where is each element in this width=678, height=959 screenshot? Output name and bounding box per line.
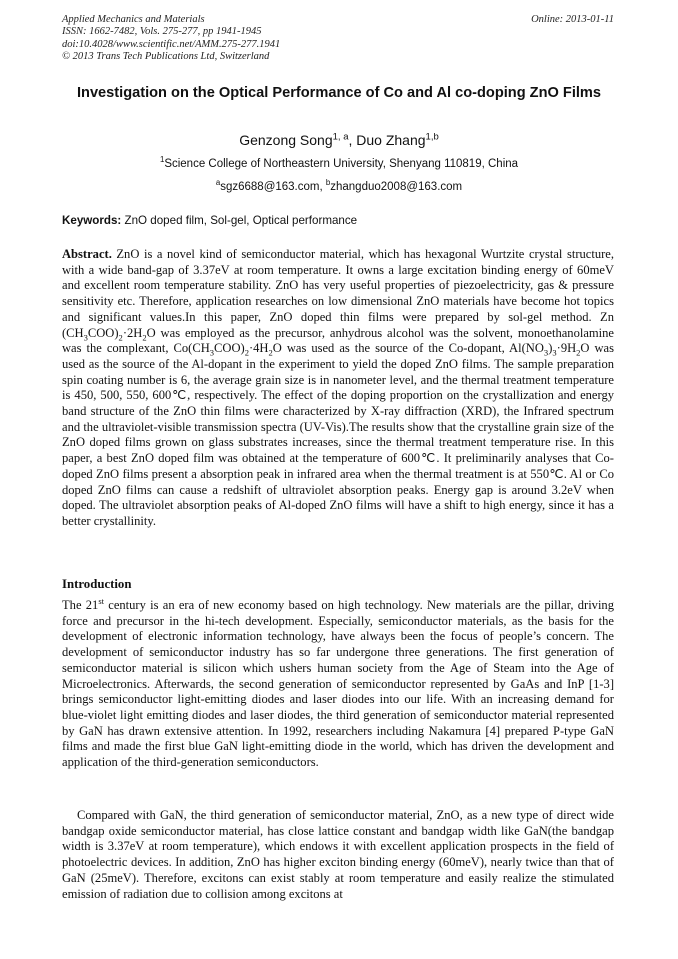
subscript: 3 [209, 347, 215, 358]
introduction-paragraph-2: Compared with GaN, the third generation of semiconductor material, ZnO, as a new type of direct wide bandgap oxide semiconductor material, has close lattice constant and bandgap width like GaN(the bandgap width is 3.37eV at room temperature), which endows it with excellent application prospects in the field of photoelectric devices. In addition, ZnO has higher exciton binding energy (60meV), nearly twice than that of GaN (25meV). Therefore, excitons can exist stably at room temperature and easily realize the stimulated emission of radiation due to collision among excitons at [62, 808, 614, 901]
abstract-text-4: O was employed as the precursor, anhydrous alcohol was the solvent, monoethanolamine was the complexant, Co(CH [62, 325, 614, 356]
email-line [0, 180, 678, 194]
online-date: Online: 2013-01-11 [531, 14, 614, 25]
affiliation-mark: 1 [159, 155, 165, 165]
affiliation-text: Science College of Northeastern University, Shenyang 110819, China [164, 158, 519, 170]
subscript: 3 [543, 347, 549, 358]
abstract-text-2: COO) [87, 325, 119, 340]
abstract-label: Abstract. [62, 247, 112, 261]
subscript: 2 [576, 347, 581, 358]
running-header [62, 14, 614, 64]
subscript: 2 [268, 347, 273, 358]
abstract-text-10: O was used as the source of the Al-dopant in the experiment to yield the doped ZnO films. The sample preparation spin coating number is 6, the average grain size is in nanometer level, and the thermal treatment temperature is 450, 500, 550, 600℃, respectively. The effect of the doping proportion on the crystallization and energy band structure of the ZnO thin films were characterized by X-ray diffraction (XRD), the Infrared spectrum and the ultraviolet-visible transmission spectra (UV-Vis).The results show that the crystalline grain size of the ZnO doped films grown on glass substrates increases, since the thermal treatment temperature rise. In this paper, a best ZnO doped film was obtained at the temperature of 600℃. It preliminarily analyses that Co-doped ZnO films present a absorption peak in infrared area when the thermal treatment is at 550℃. Al or Co doped ZnO films can cause a redshift of ultraviolet absorption peaks. Energy gap is around 3.2eV when doped. The ultraviolet absorption peaks of Al-doped ZnO films will have a shift to high energy, since it has a better crystallinity. [62, 341, 614, 528]
subscript: 3 [83, 332, 88, 343]
author-1-affil-mark: 1, a [332, 131, 349, 143]
paper-title: Investigation on the Optical Performance of Co and Al co-doping ZnO Films [76, 85, 602, 101]
issn-line: ISSN: 1662-7482, Vols. 275-277, pp 1941-1945 [62, 26, 262, 38]
introduction-paragraph-1 [62, 595, 614, 771]
section-heading-introduction: Introduction [62, 577, 132, 591]
author-separator: , [348, 132, 357, 148]
subscript: 2 [244, 347, 249, 358]
intro-text-a: The 21 [62, 598, 99, 612]
author-2: Duo Zhang [356, 132, 426, 148]
copyright-line: © 2013 Trans Tech Publications Ltd, Switzerland [62, 51, 270, 63]
abstract-text-7: O was used as the source of the Co-dopant, Al(NO [272, 341, 544, 356]
subscript: 2 [118, 332, 123, 343]
journal-name: Applied Mechanics and Materials [62, 14, 205, 25]
keywords-text: ZnO doped film, Sol-gel, Optical performance [121, 214, 358, 227]
author-1: Genzong Song [239, 132, 333, 148]
abstract-text-1: ZnO is a novel kind of semiconductor material, which has hexagonal Wurtzite crystal structure, with a wide band-gap of 3.37eV at room temperature. It owns a large excitation binding energy of 60meV and excellent room temperature stability. ZnO has very useful properties of piezoelectricity, gas & pressure sensitivity etc. Therefore, application researches on low dimensional ZnO materials have become hot topics and significant values.In this paper, ZnO doped thin films were prepared by sol-gel method. Zn (CH [62, 247, 614, 340]
email-a: sgz6688@163.com, [220, 181, 326, 193]
abstract-text-3: ·2H [122, 325, 143, 340]
abstract [62, 247, 614, 530]
abstract-text-6: ·4H [248, 341, 269, 356]
email-mark-a: a [215, 178, 221, 188]
subscript: 3 [552, 347, 557, 358]
email-mark-b: b [325, 178, 331, 188]
email-b: zhangduo2008@163.com [330, 181, 463, 193]
subscript: 2 [142, 332, 147, 343]
keywords-label: Keywords: [62, 214, 122, 227]
ordinal-suffix: st [98, 595, 104, 606]
keywords [62, 214, 616, 228]
abstract-text-5: COO) [214, 341, 245, 356]
affiliation [0, 157, 678, 171]
doi-line: doi:10.4028/www.scientific.net/AMM.275-277.1941 [62, 38, 281, 50]
author-line [0, 131, 678, 149]
author-2-affil-mark: 1,b [425, 131, 439, 143]
abstract-text-8: ) [548, 341, 553, 356]
intro-text-b: century is an era of new economy based on high technology. New materials are the pillar, driving force and precursor in the hi-tech development. Especially, semiconductor materials, as the basis for the development of electronic information technology, have always been the focus of people’s concern. The development of semiconductor industry has so far undergone three generations. The first generation of semiconductor material is silicon which ushers human society from the Age of Steam into the Age of Microelectronics. Afterwards, the second generation of semiconductor represented by GaAs and InP [1-3] brings semiconductor light-emitting diodes and laser diodes into our life. With an increasing demand for blue-violet light emitting diodes and laser diodes, the third generation of semiconductor material represented by GaN has drawn extensive attention. In 1992, researchers including Nakamura [4] prepared P-type GaN films and made the first blue GaN light-emitting diode in the world, which has driven the development and application of the third-generation semiconductors. [62, 598, 614, 770]
abstract-text-9: ·9H [556, 341, 577, 356]
